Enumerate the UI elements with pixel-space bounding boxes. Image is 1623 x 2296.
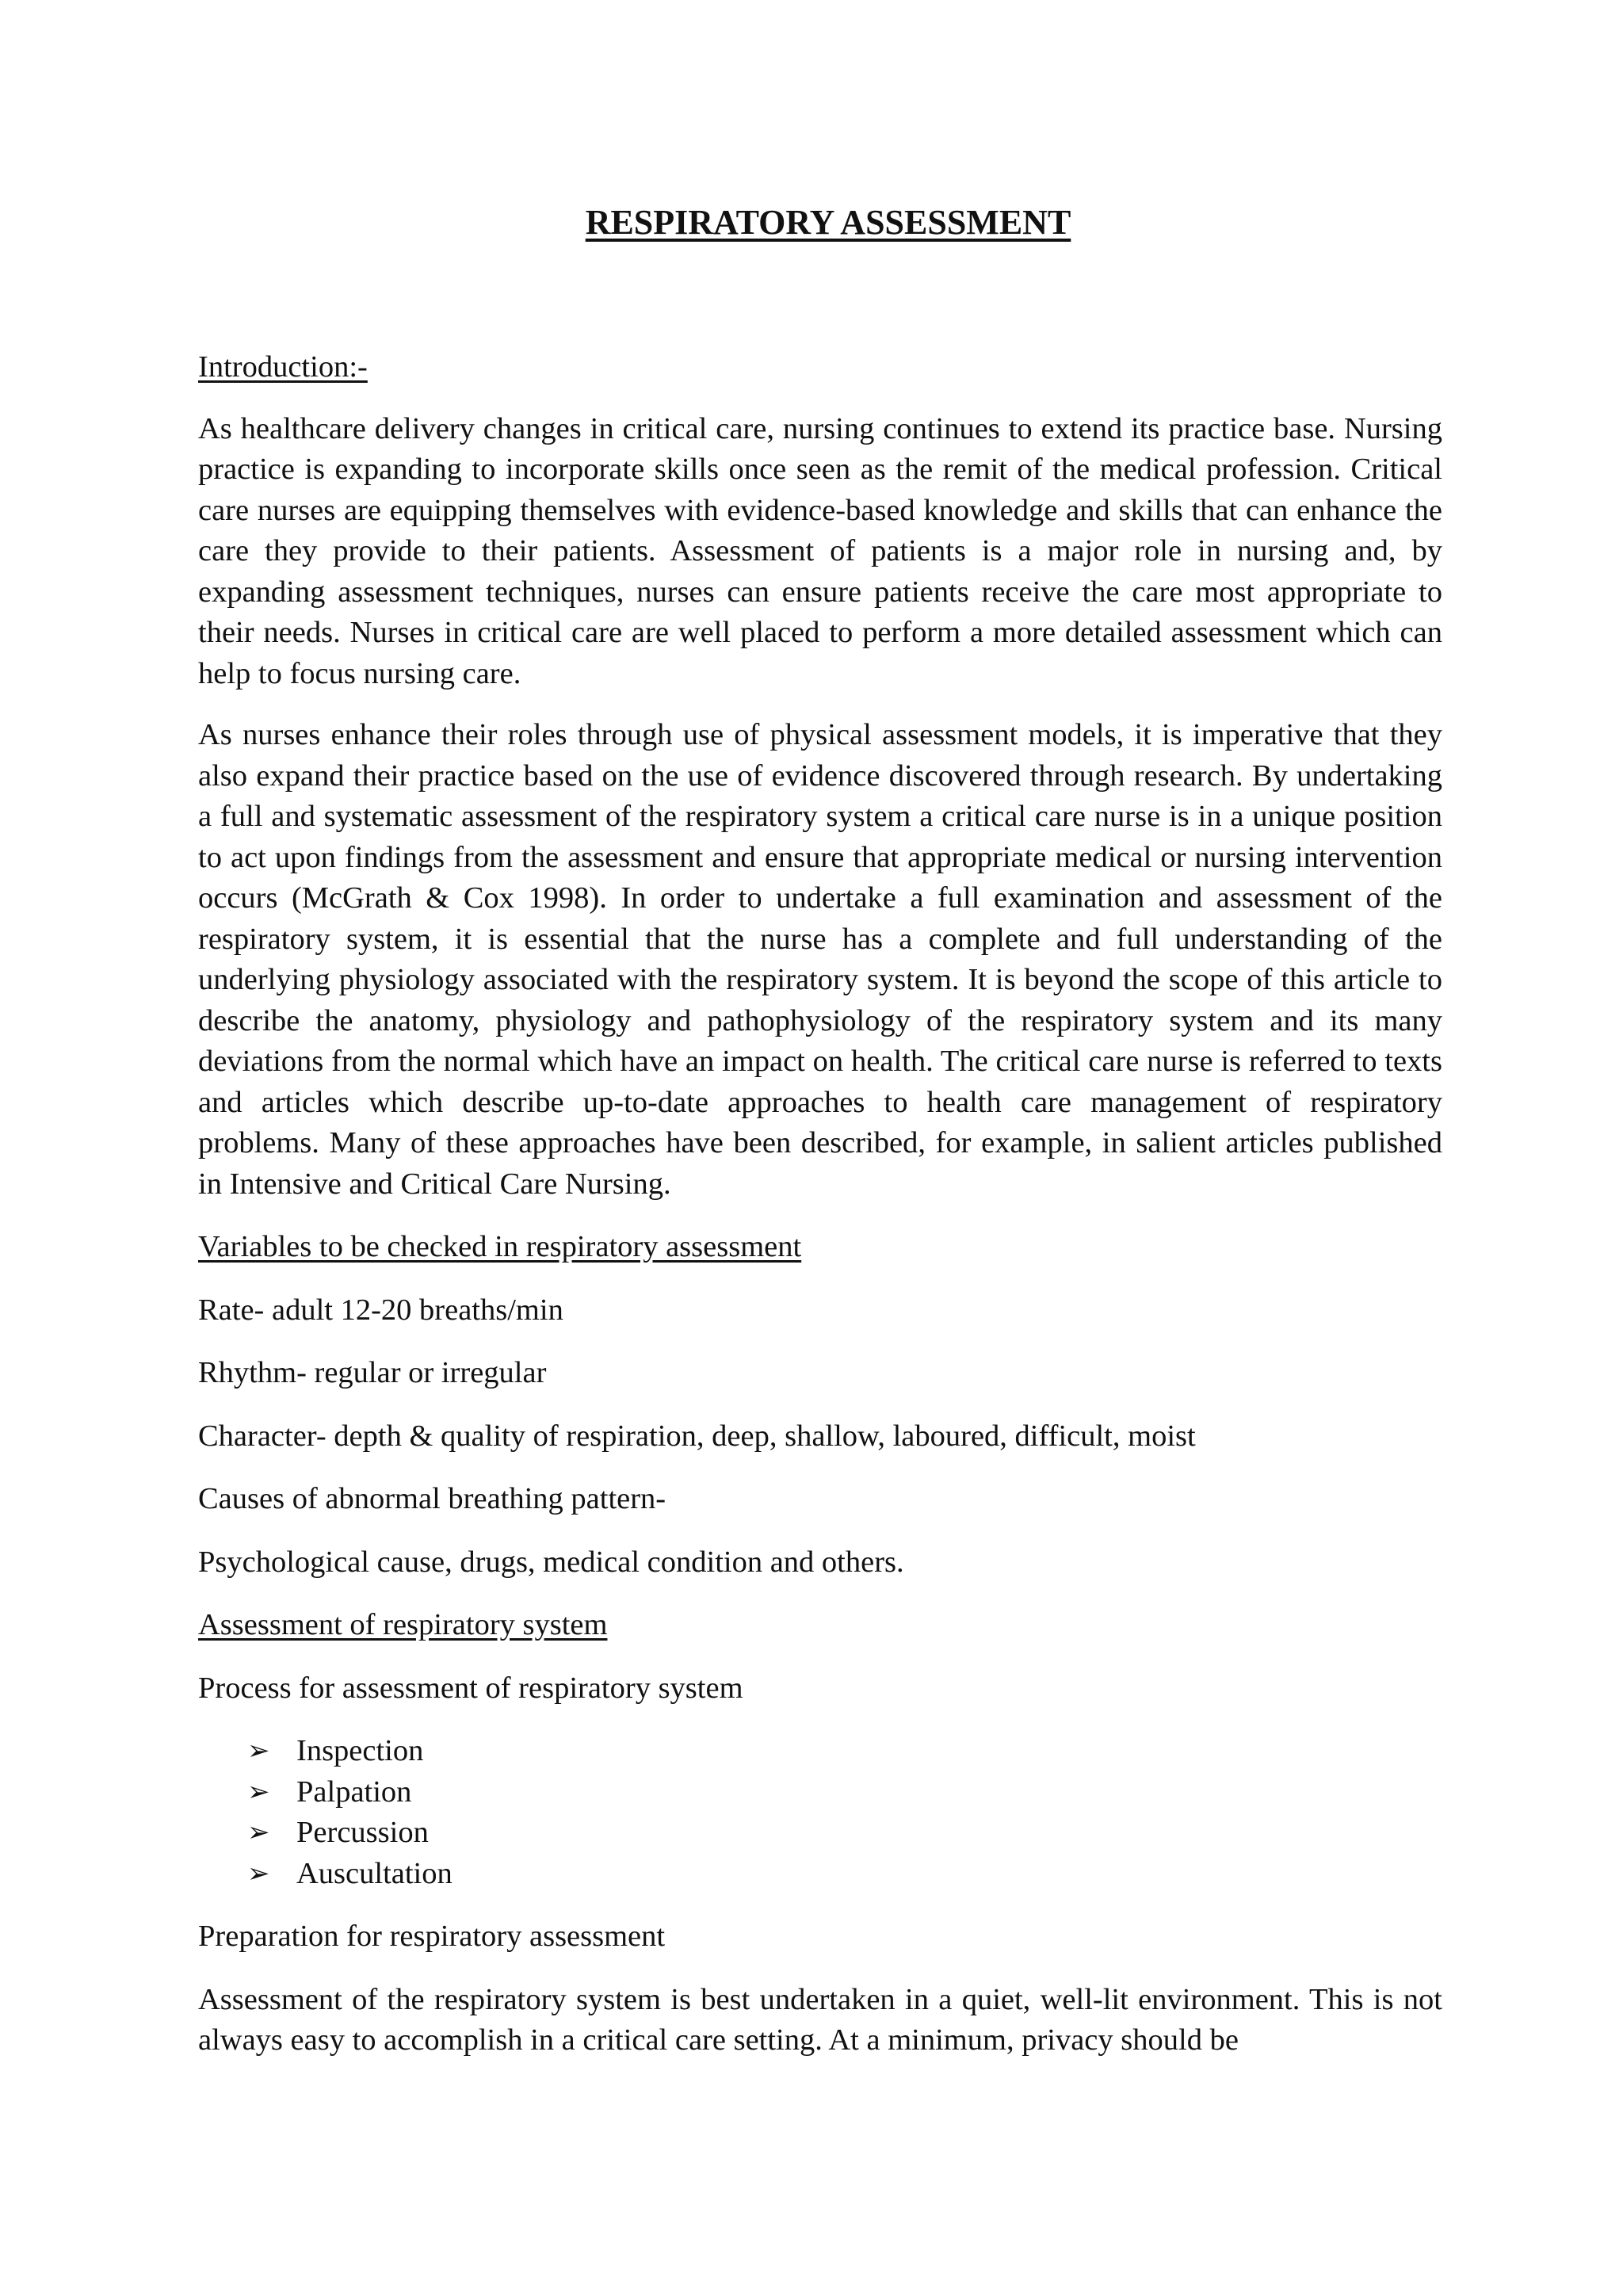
section-heading-assessment: Assessment of respiratory system xyxy=(198,1608,608,1641)
intro-paragraph-2: As nurses enhance their roles through use of physical assessment models, it is imperative that they also expand their practice based on the use of evidence discovered through research. By undertaking a full and systematic assessment of the respiratory system a critical care nurse is in a unique position to act upon findings from the assessment and ensure that appropriate medical or nursing intervention occurs (McGrath & Cox 1998). In order to undertake a full examination and assessment of the respiratory system, it is essential that the nurse has a complete and full understanding of the underlying physiology associated with the respiratory system. It is beyond the scope of this article to describe the anatomy, physiology and pathophysiology of the respiratory system and its many deviations from the normal which have an impact on health. The critical care nurse is referred to texts and articles which describe up-to-date approaches to health care management of respiratory problems. Many of these approaches have been described, for example, in salient articles published in Intensive and Critical Care Nursing. xyxy=(198,718,1442,1201)
section-heading-variables: Variables to be checked in respiratory assessment xyxy=(198,1230,802,1263)
process-step-label: Auscultation xyxy=(296,1856,453,1890)
arrowhead-bullet-icon: ➢ xyxy=(247,1775,270,1808)
variable-causes-heading: Causes of abnormal breathing pattern- xyxy=(198,1482,666,1515)
variable-character: Character- depth & quality of respiration, deep, shallow, laboured, difficult, moist xyxy=(198,1419,1196,1453)
process-step-percussion xyxy=(247,1813,1442,1854)
arrowhead-bullet-icon: ➢ xyxy=(247,1735,270,1767)
process-step-palpation xyxy=(247,1772,1442,1813)
section-heading-introduction: Introduction:- xyxy=(198,350,368,384)
preparation-label: Preparation for respiratory assessment xyxy=(198,1920,666,1953)
arrowhead-bullet-icon: ➢ xyxy=(247,1857,270,1889)
document-body xyxy=(198,190,1442,2061)
process-steps-list xyxy=(198,1731,1442,1894)
process-step-inspection xyxy=(247,1731,1442,1772)
process-label: Process for assessment of respiratory system xyxy=(198,1671,743,1705)
preparation-paragraph: Assessment of the respiratory system is best undertaken in a quiet, well-lit environment. This is not always easy to accomplish in a critical care setting. At a minimum, privacy should be xyxy=(198,1982,1442,2057)
document-title: RESPIRATORY ASSESSMENT xyxy=(585,203,1071,242)
intro-paragraph-1: As healthcare delivery changes in critical care, nursing continues to extend its practice base. Nursing practice is expanding to incorporate skills once seen as the remit of the medical profession. Critical care nurses are equipping themselves with evidence-based knowledge and skills that can enhance the care they provide to their patients. Assessment of patients is a major role in nursing and, by expanding assessment techniques, nurses can ensure patients receive the care most appropriate to their needs. Nurses in critical care are well placed to perform a more detailed assessment which can help to focus nursing care. xyxy=(198,411,1442,690)
variable-rate: Rate- adult 12-20 breaths/min xyxy=(198,1293,563,1327)
process-step-label: Inspection xyxy=(296,1734,424,1767)
variable-causes-list: Psychological cause, drugs, medical condition and others. xyxy=(198,1545,904,1579)
variable-rhythm: Rhythm- regular or irregular xyxy=(198,1356,547,1389)
process-step-label: Palpation xyxy=(296,1775,412,1809)
process-step-label: Percussion xyxy=(296,1816,429,1849)
process-step-auscultation xyxy=(247,1854,1442,1895)
arrowhead-bullet-icon: ➢ xyxy=(247,1817,270,1848)
